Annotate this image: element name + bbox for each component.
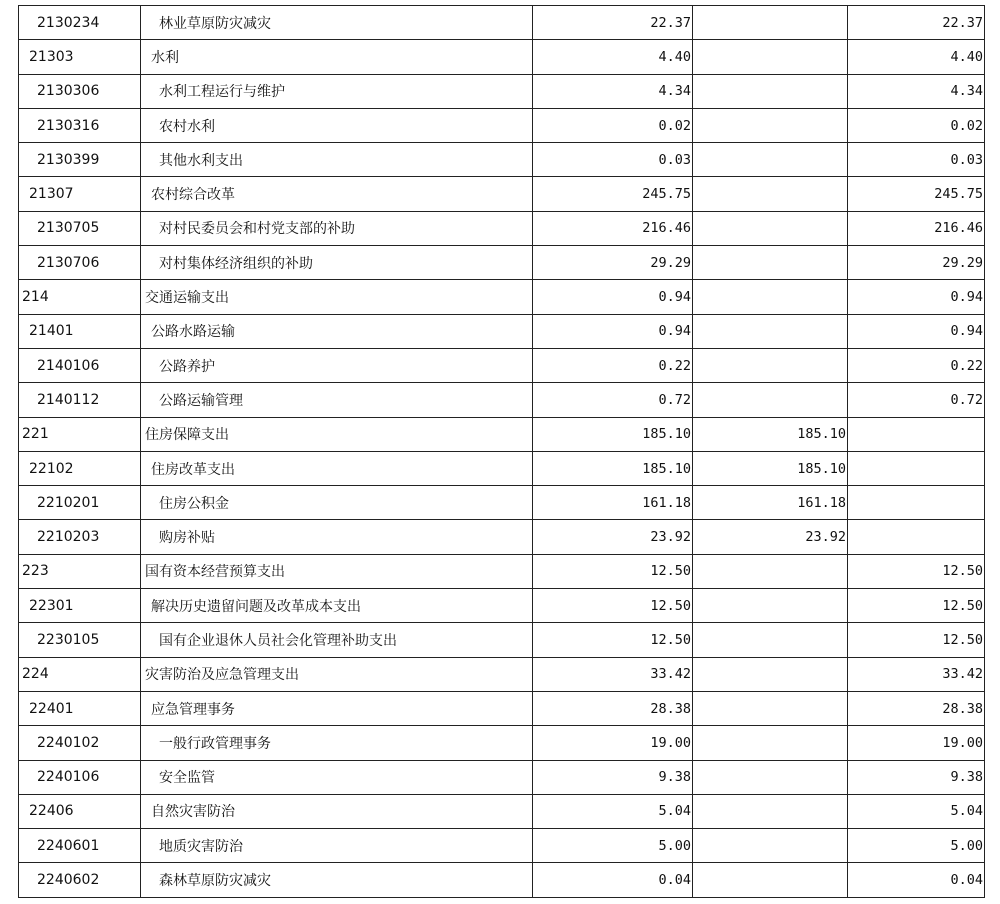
budget-table-sheet (18, 5, 985, 898)
row-basic-cell (693, 40, 848, 74)
row-project-cell: 4.34 (848, 74, 985, 108)
row-project-cell: 12.50 (848, 554, 985, 588)
row-code-cell: 2130399 (19, 143, 141, 177)
row-project-cell (848, 451, 985, 485)
row-name-cell: 公路运输管理 (141, 383, 533, 417)
row-code-cell: 2230105 (19, 623, 141, 657)
row-basic-cell (693, 177, 848, 211)
row-basic-cell (693, 554, 848, 588)
row-project-cell: 0.03 (848, 143, 985, 177)
row-code-cell: 223 (19, 554, 141, 588)
row-basic-cell (693, 348, 848, 382)
row-total-cell: 9.38 (533, 760, 693, 794)
row-total-cell: 33.42 (533, 657, 693, 691)
table-row (19, 6, 985, 40)
table-row (19, 314, 985, 348)
row-total-cell: 0.22 (533, 348, 693, 382)
row-basic-cell (693, 383, 848, 417)
row-name-cell: 公路养护 (141, 348, 533, 382)
row-code-cell: 214 (19, 280, 141, 314)
row-basic-cell (693, 863, 848, 897)
table-row (19, 554, 985, 588)
table-row (19, 451, 985, 485)
table-row (19, 520, 985, 554)
row-project-cell: 9.38 (848, 760, 985, 794)
row-basic-cell (693, 657, 848, 691)
row-total-cell: 28.38 (533, 691, 693, 725)
row-code-cell: 21307 (19, 177, 141, 211)
row-project-cell: 0.72 (848, 383, 985, 417)
row-code-cell: 2210203 (19, 520, 141, 554)
table-row (19, 657, 985, 691)
row-code-cell: 224 (19, 657, 141, 691)
row-basic-cell: 23.92 (693, 520, 848, 554)
row-code-cell: 2240102 (19, 726, 141, 760)
row-basic-cell: 185.10 (693, 417, 848, 451)
row-code-cell: 2130705 (19, 211, 141, 245)
row-project-cell: 19.00 (848, 726, 985, 760)
row-name-cell: 住房改革支出 (141, 451, 533, 485)
row-total-cell: 0.94 (533, 280, 693, 314)
row-total-cell: 0.72 (533, 383, 693, 417)
table-row (19, 417, 985, 451)
row-name-cell: 一般行政管理事务 (141, 726, 533, 760)
row-code-cell: 2140106 (19, 348, 141, 382)
table-row (19, 74, 985, 108)
row-name-cell: 农村综合改革 (141, 177, 533, 211)
row-basic-cell (693, 211, 848, 245)
table-row (19, 348, 985, 382)
row-code-cell: 2130306 (19, 74, 141, 108)
row-name-cell: 灾害防治及应急管理支出 (141, 657, 533, 691)
row-code-cell: 22102 (19, 451, 141, 485)
row-project-cell: 216.46 (848, 211, 985, 245)
row-name-cell: 森林草原防灾减灾 (141, 863, 533, 897)
row-code-cell: 221 (19, 417, 141, 451)
row-name-cell: 对村集体经济组织的补助 (141, 246, 533, 280)
row-basic-cell (693, 6, 848, 40)
table-row (19, 726, 985, 760)
row-total-cell: 185.10 (533, 451, 693, 485)
row-code-cell: 21303 (19, 40, 141, 74)
row-name-cell: 国有资本经营预算支出 (141, 554, 533, 588)
row-basic-cell (693, 74, 848, 108)
table-row (19, 108, 985, 142)
row-project-cell: 5.00 (848, 829, 985, 863)
row-basic-cell (693, 829, 848, 863)
table-row (19, 211, 985, 245)
row-total-cell: 12.50 (533, 589, 693, 623)
row-total-cell: 0.03 (533, 143, 693, 177)
row-basic-cell (693, 143, 848, 177)
row-project-cell: 0.04 (848, 863, 985, 897)
row-total-cell: 4.34 (533, 74, 693, 108)
row-basic-cell: 161.18 (693, 486, 848, 520)
row-name-cell: 解决历史遗留问题及改革成本支出 (141, 589, 533, 623)
row-name-cell: 安全监管 (141, 760, 533, 794)
row-basic-cell (693, 589, 848, 623)
table-row (19, 760, 985, 794)
table-row (19, 383, 985, 417)
row-project-cell: 0.94 (848, 314, 985, 348)
row-code-cell: 21401 (19, 314, 141, 348)
expenditure-table (18, 5, 985, 898)
row-code-cell: 22406 (19, 794, 141, 828)
row-total-cell: 0.02 (533, 108, 693, 142)
row-project-cell (848, 520, 985, 554)
row-name-cell: 自然灾害防治 (141, 794, 533, 828)
row-total-cell: 185.10 (533, 417, 693, 451)
row-total-cell: 29.29 (533, 246, 693, 280)
row-name-cell: 住房公积金 (141, 486, 533, 520)
row-basic-cell (693, 623, 848, 657)
row-project-cell (848, 417, 985, 451)
row-code-cell: 2130234 (19, 6, 141, 40)
row-project-cell: 28.38 (848, 691, 985, 725)
row-total-cell: 12.50 (533, 554, 693, 588)
row-total-cell: 22.37 (533, 6, 693, 40)
row-name-cell: 其他水利支出 (141, 143, 533, 177)
row-total-cell: 19.00 (533, 726, 693, 760)
row-name-cell: 对村民委员会和村党支部的补助 (141, 211, 533, 245)
row-code-cell: 2130706 (19, 246, 141, 280)
table-row (19, 589, 985, 623)
row-total-cell: 245.75 (533, 177, 693, 211)
row-total-cell: 4.40 (533, 40, 693, 74)
row-name-cell: 国有企业退休人员社会化管理补助支出 (141, 623, 533, 657)
row-name-cell: 交通运输支出 (141, 280, 533, 314)
row-code-cell: 2210201 (19, 486, 141, 520)
table-row (19, 829, 985, 863)
row-basic-cell (693, 691, 848, 725)
row-total-cell: 23.92 (533, 520, 693, 554)
row-code-cell: 2240602 (19, 863, 141, 897)
row-project-cell (848, 486, 985, 520)
row-total-cell: 161.18 (533, 486, 693, 520)
table-row (19, 280, 985, 314)
row-name-cell: 购房补贴 (141, 520, 533, 554)
row-name-cell: 林业草原防灾减灾 (141, 6, 533, 40)
row-code-cell: 22301 (19, 589, 141, 623)
row-code-cell: 2240106 (19, 760, 141, 794)
row-name-cell: 应急管理事务 (141, 691, 533, 725)
row-project-cell: 0.02 (848, 108, 985, 142)
row-code-cell: 2130316 (19, 108, 141, 142)
row-total-cell: 12.50 (533, 623, 693, 657)
table-row (19, 177, 985, 211)
row-total-cell: 0.94 (533, 314, 693, 348)
row-project-cell: 12.50 (848, 623, 985, 657)
row-total-cell: 5.00 (533, 829, 693, 863)
row-project-cell: 0.22 (848, 348, 985, 382)
row-project-cell: 33.42 (848, 657, 985, 691)
row-name-cell: 公路水路运输 (141, 314, 533, 348)
table-row (19, 246, 985, 280)
row-project-cell: 22.37 (848, 6, 985, 40)
row-code-cell: 2240601 (19, 829, 141, 863)
table-row (19, 486, 985, 520)
table-row (19, 143, 985, 177)
table-row (19, 863, 985, 897)
row-basic-cell: 185.10 (693, 451, 848, 485)
row-basic-cell (693, 246, 848, 280)
row-name-cell: 水利 (141, 40, 533, 74)
row-total-cell: 0.04 (533, 863, 693, 897)
row-total-cell: 5.04 (533, 794, 693, 828)
row-basic-cell (693, 794, 848, 828)
row-project-cell: 12.50 (848, 589, 985, 623)
row-basic-cell (693, 760, 848, 794)
row-code-cell: 2140112 (19, 383, 141, 417)
row-basic-cell (693, 314, 848, 348)
row-project-cell: 29.29 (848, 246, 985, 280)
table-body (19, 6, 985, 898)
row-project-cell: 4.40 (848, 40, 985, 74)
row-basic-cell (693, 280, 848, 314)
row-project-cell: 0.94 (848, 280, 985, 314)
table-row (19, 623, 985, 657)
row-code-cell: 22401 (19, 691, 141, 725)
row-name-cell: 住房保障支出 (141, 417, 533, 451)
table-row (19, 691, 985, 725)
row-name-cell: 水利工程运行与维护 (141, 74, 533, 108)
table-row (19, 794, 985, 828)
row-name-cell: 农村水利 (141, 108, 533, 142)
row-project-cell: 245.75 (848, 177, 985, 211)
table-row (19, 40, 985, 74)
row-name-cell: 地质灾害防治 (141, 829, 533, 863)
row-total-cell: 216.46 (533, 211, 693, 245)
row-project-cell: 5.04 (848, 794, 985, 828)
row-basic-cell (693, 108, 848, 142)
row-basic-cell (693, 726, 848, 760)
